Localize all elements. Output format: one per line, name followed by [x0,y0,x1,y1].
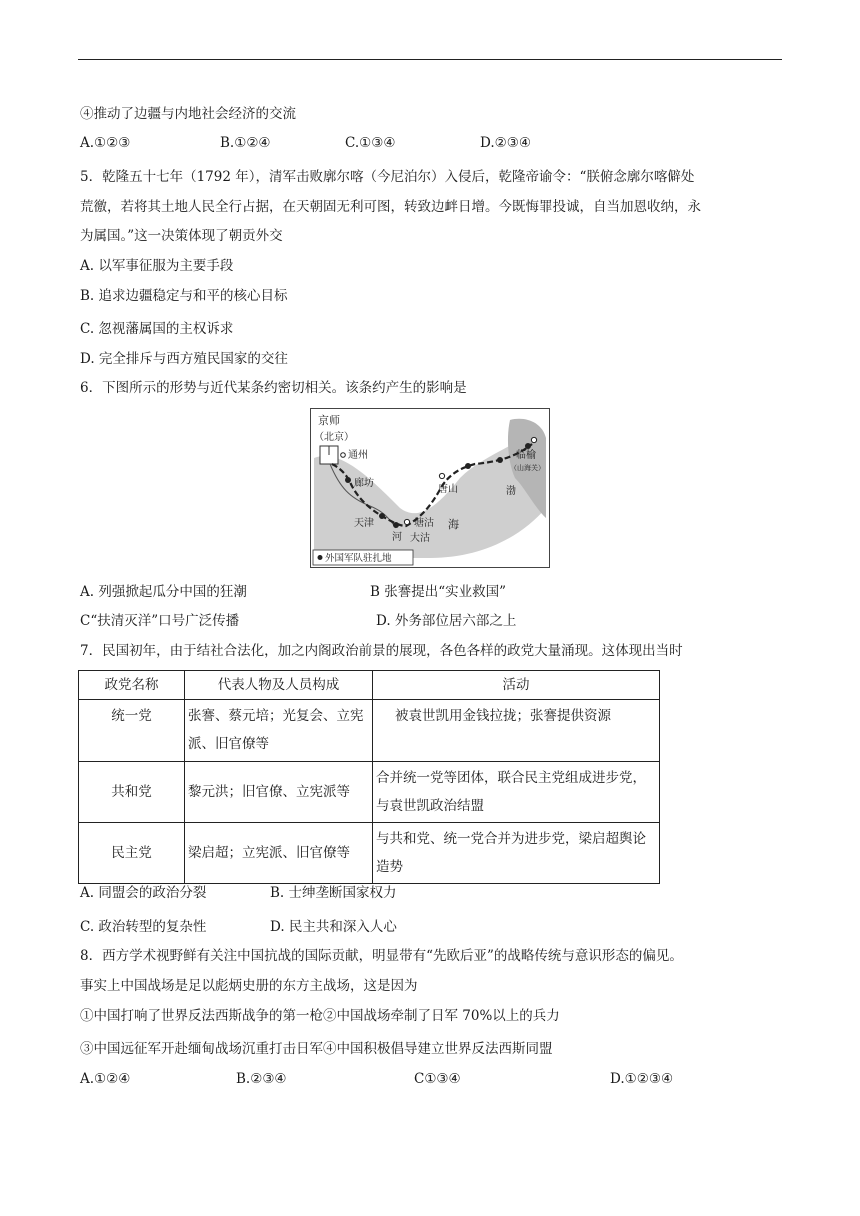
table-row [79,700,660,762]
label-linyu: 临榆 [516,450,536,461]
q5-stem-line-2: 荒徼，若将其土地人民全行占据，在天朝固无利可图，转致边衅日增。今既悔罪投诚，自当加恩收纳，永 [80,199,701,215]
q7-option-d[interactable]: D. 民主共和深入人心 [270,919,397,935]
table-row [79,823,660,884]
q5-option-b[interactable]: B. 追求边疆稳定与和平的核心目标 [80,288,288,304]
table-cell: 共和党 [79,762,185,823]
q8-option-d[interactable]: D.①②③④ [610,1071,674,1087]
label-tianjin: 天津 [354,518,374,529]
q8-items-3-4: ③中国远征军开赴缅甸战场沉重打击日军④中国积极倡导建立世界反法西斯同盟 [80,1041,553,1057]
label-tongzhou: 通州 [348,450,368,461]
town-circle [341,453,346,458]
label-hai: 海 [448,518,459,531]
town-circle [531,437,536,442]
table-cell: 合并统一党等团体，联合民主党组成进步党，与袁世凯政治结盟 [373,762,660,823]
table-cell: 梁启超；立宪派、旧官僚等 [185,823,373,884]
q6-map [310,408,550,568]
q5-option-d[interactable]: D. 完全排斥与西方殖民国家的交往 [80,351,288,367]
q8-stem-line-1: 8．西方学术视野鲜有关注中国抗战的国际贡献，明显带有“先欧后亚”的战略传统与意识形态的偏见。 [80,948,683,964]
q6-option-d[interactable]: D. 外务部位居六部之上 [376,613,517,629]
q5-option-a[interactable]: A. 以军事征服为主要手段 [80,258,234,274]
q6-option-b[interactable]: B 张謇提出“实业救国” [370,584,507,600]
table-cell: 与共和党、统一党合并为进步党，梁启超舆论造势 [373,823,660,884]
label-tanggu: 塘沽 [414,518,434,529]
q8-items-1-2: ①中国打响了世界反法西斯战争的第一枪②中国战场牵制了日军 70%以上的兵力 [80,1008,560,1024]
garrison-dot [465,463,471,469]
table-cell: 被袁世凯用金钱拉拢；张謇提供资源 [373,700,660,762]
label-tangshan: 唐山 [438,484,458,495]
garrison-dot [525,443,531,449]
q7-stem: 7．民国初年，由于结社合法化，加之内阁政治前景的展现，各色各样的政党大量涌现。这体现出当时 [80,643,683,659]
q4-option-b[interactable]: B.①②④ [220,135,271,151]
label-bo: 渤 [506,486,516,497]
q5-stem-line-3: 为属国。”这一决策体现了朝贡外交 [80,228,283,244]
q8-option-a[interactable]: A.①②④ [80,1071,131,1087]
label-langfang: 廊坊 [354,478,374,489]
table-cell: 黎元洪；旧官僚、立宪派等 [185,762,373,823]
q4-option-a[interactable]: A.①②③ [80,135,131,151]
table-header: 代表人物及人员构成 [185,671,373,700]
garrison-dot [497,457,503,463]
q7-option-a[interactable]: A. 同盟会的政治分裂 [80,885,207,901]
q6-option-a[interactable]: A. 列强掀起瓜分中国的狂潮 [80,584,247,600]
table-cell: 民主党 [79,823,185,884]
town-circle [404,519,409,524]
garrison-dot [393,522,399,528]
q7-option-b[interactable]: B. 士绅垄断国家权力 [270,885,397,901]
q4-item-4: ④推动了边疆与内地社会经济的交流 [80,106,296,122]
q7-party-table [78,670,660,884]
q7-option-c[interactable]: C. 政治转型的复杂性 [80,919,207,935]
table-row [79,762,660,823]
table-header: 政党名称 [79,671,185,700]
legend-dot [318,555,323,560]
table-header: 活动 [373,671,660,700]
town-circle [439,473,444,478]
garrison-dot [345,477,351,483]
q8-option-b[interactable]: B.②③④ [236,1071,287,1087]
label-shanhaiguan: （山海关） [510,464,545,472]
label-dagu: 大沽 [410,533,430,544]
label-jingshi: 京师 [318,414,340,427]
q4-option-d[interactable]: D.②③④ [480,135,531,151]
q4-option-c[interactable]: C.①③④ [345,135,396,151]
q8-option-c[interactable]: C①③④ [414,1071,461,1087]
label-he: 河 [392,532,402,543]
q5-option-c[interactable]: C. 忽视藩属国的主权诉求 [80,321,234,337]
legend-label: 外国军队驻扎地 [325,553,392,564]
table-cell: 张謇、蔡元培；光复会、立宪派、旧官僚等 [185,700,373,762]
q6-option-c[interactable]: C“扶清灭洋”口号广泛传播 [80,613,240,629]
table-cell: 统一党 [79,700,185,762]
label-beijing: （北京） [314,432,354,443]
q6-stem: 6．下图所示的形势与近代某条约密切相关。该条约产生的影响是 [80,380,467,396]
q5-stem-line-1: 5．乾隆五十七年（1792 年），清军击败廓尔喀（今尼泊尔）入侵后，乾隆帝谕令：“朕俯念廓尔喀僻处 [80,169,695,185]
garrison-dot [379,513,385,519]
table-header-row [79,671,660,700]
q8-stem-line-2: 事实上中国战场是足以彪炳史册的东方主战场，这是因为 [80,978,418,994]
header-rule [78,59,782,60]
